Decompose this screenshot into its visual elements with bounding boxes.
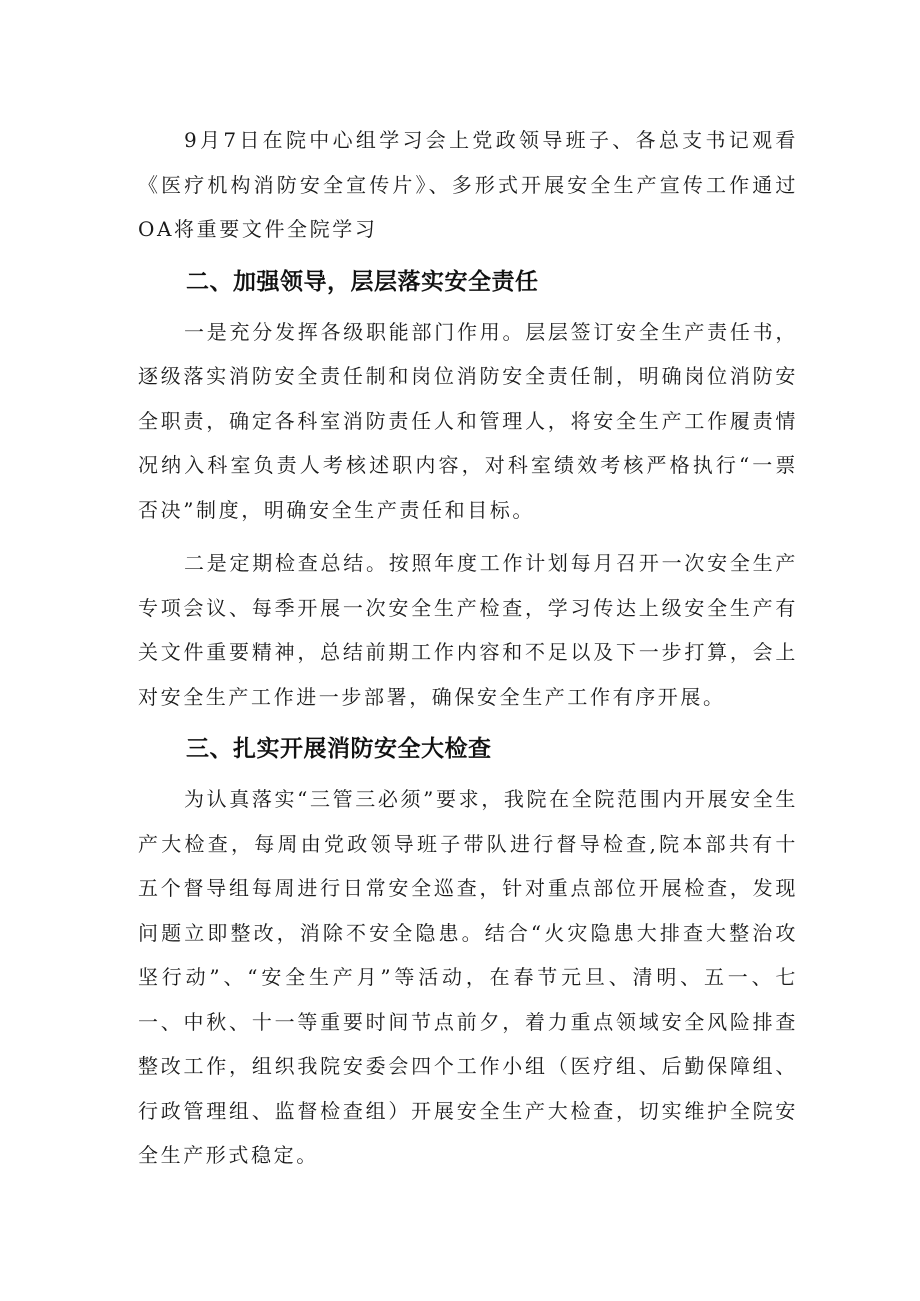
document-body [138, 118, 798, 1178]
section-2-paragraph-2: 二是定期检查总结。按照年度工作计划每月召开一次安全生产专项会议、每季开展一次安全生产检查，学习传达上级安全生产有关文件重要精神，总结前期工作内容和不足以及下一步打算，会上对安全生产工作进一步部署，确保安全生产工作有序开展。 [138, 551, 798, 709]
section-2-heading: 二、加强领导，层层落实安全责任 [186, 268, 539, 295]
intro-paragraph: 9月7日在院中心组学习会上党政领导班子、各总支书记观看《医疗机构消防安全宣传片》、多形式开展安全生产宣传工作通过OA将重要文件全院学习 [138, 128, 798, 241]
section-3-paragraph-1: 为认真落实“三管三必须”要求，我院在全院范围内开展安全生产大检查，每周由党政领导班子带队进行督导检查,院本部共有十五个督导组每周进行日常安全巡查，针对重点部位开展检查，发现问题立即整改，消除不安全隐患。结合“火灾隐患大排查大整治攻坚行动”、“安全生产月”等活动，在春节元旦、清明、五一、七一、中秋、十一等重要时间节点前夕，着力重点领域安全风险排查整改工作，组织我院安委会四个工作小组（医疗组、后勤保障组、行政管理组、监督检查组）开展安全生产大检查，切实维护全院安全生产形式稳定。 [138, 787, 798, 1167]
section-2-paragraph-1: 一是充分发挥各级职能部门作用。层层签订安全生产责任书，逐级落实消防安全责任制和岗位消防安全责任制，明确岗位消防安全职责，确定各科室消防责任人和管理人，将安全生产工作履责情况纳入科室负责人考核述职内容，对科室绩效考核严格执行“一票否决”制度，明确安全生产责任和目标。 [138, 319, 798, 522]
section-3-heading: 三、扎实开展消防安全大检查 [186, 736, 492, 762]
